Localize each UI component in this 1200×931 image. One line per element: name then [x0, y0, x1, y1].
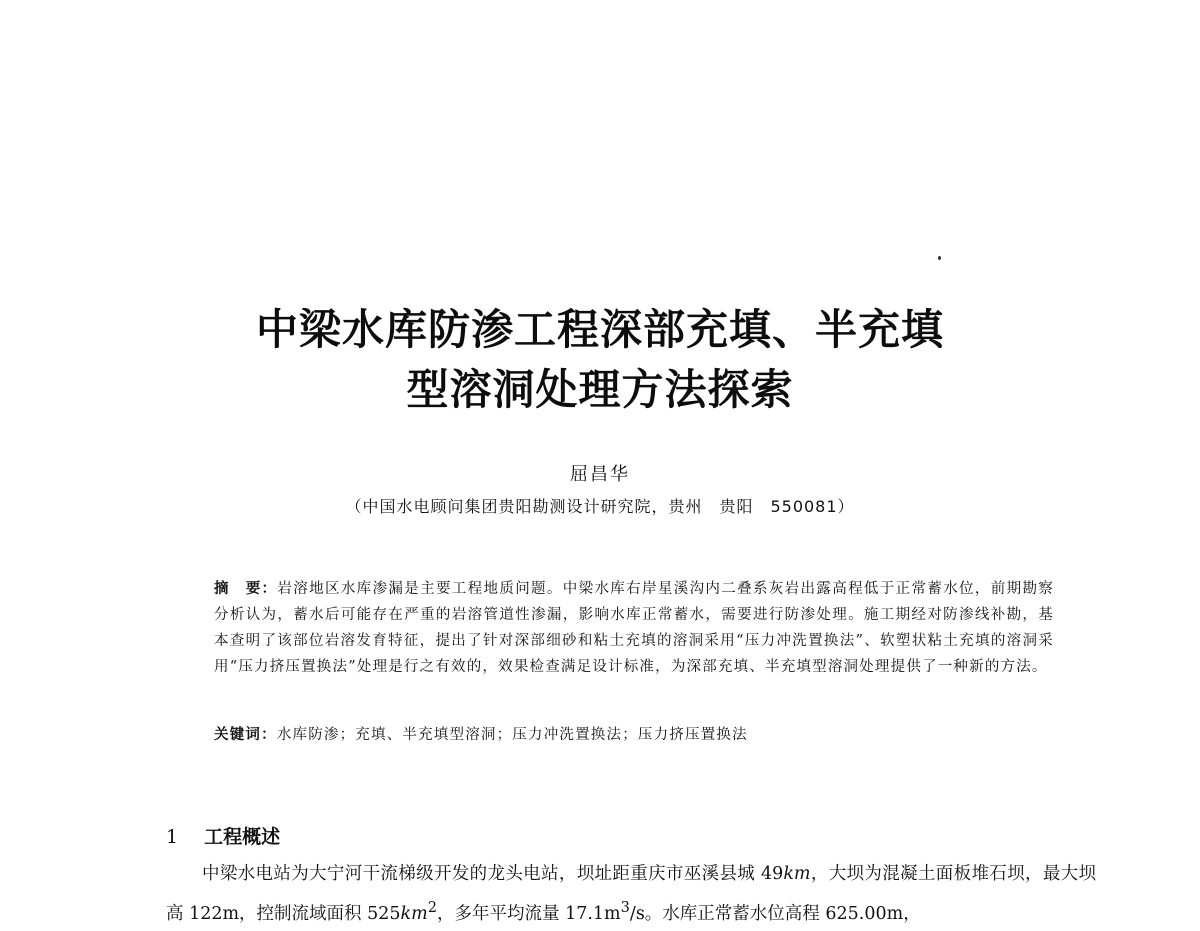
section-number: 1 — [166, 826, 179, 848]
author-affiliation: （中国水电顾问集团贵阳勘测设计研究院，贵州 贵阳 550081） — [345, 497, 855, 516]
paper-title-line-2: 型溶洞处理方法探索 — [406, 365, 794, 414]
body-superscript: 3 — [620, 899, 630, 916]
body-text-part: 中梁水电站为大宁河干流梯级开发的龙头电站，坝址距重庆市巫溪县城 49 — [202, 864, 784, 884]
body-unit: km — [783, 864, 811, 884]
body-text-part: ，多年平均流量 17.1m — [437, 903, 621, 924]
abstract-text: 岩溶地区水库渗漏是主要工程地质问题。中梁水库右岸星溪沟内二叠系灰岩出露高程低于正常蓄水位，前期勘察分析认为，蓄水后可能存在严重的岩溶管道性渗漏，影响水库正常蓄水，需要进行防渗处理。施工期经对防渗线补勘，基本查明了该部位岩溶发育特征，提出了针对深部细砂和粘土充填的溶洞采用“压力冲洗置换法”、软塑状粘土充填的溶洞采用“压力挤压置换法”处理是行之有效的，效果检查满足设计标准，为深部充填、半充填型溶洞处理提供了一种新的方法。 — [214, 581, 1055, 675]
paper-title-line-1: 中梁水库防渗工程深部充填、半充填 — [255, 305, 944, 354]
body-text-part: /s。水库正常蓄水位高程 625.00m， — [629, 903, 921, 924]
body-superscript: 2 — [427, 899, 438, 916]
body-unit: km — [400, 903, 428, 924]
author-name: 屈昌华 — [570, 464, 630, 485]
keywords-text: 水库防渗；充填、半充填型溶洞；压力冲洗置换法；压力挤压置换法 — [276, 727, 748, 743]
abstract — [214, 576, 1054, 680]
abstract-label: 摘 要： — [214, 581, 278, 597]
body-paragraph — [166, 858, 1096, 931]
scan-speck — [938, 256, 941, 260]
body-text-part: ，大坝为混凝土面板堆石坝，最大坝高 122m，控制流域面积 525 — [166, 864, 1096, 924]
keywords — [214, 722, 1054, 748]
section-heading — [166, 823, 280, 851]
keywords-label: 关键词： — [214, 727, 277, 743]
section-title: 工程概述 — [204, 826, 281, 848]
